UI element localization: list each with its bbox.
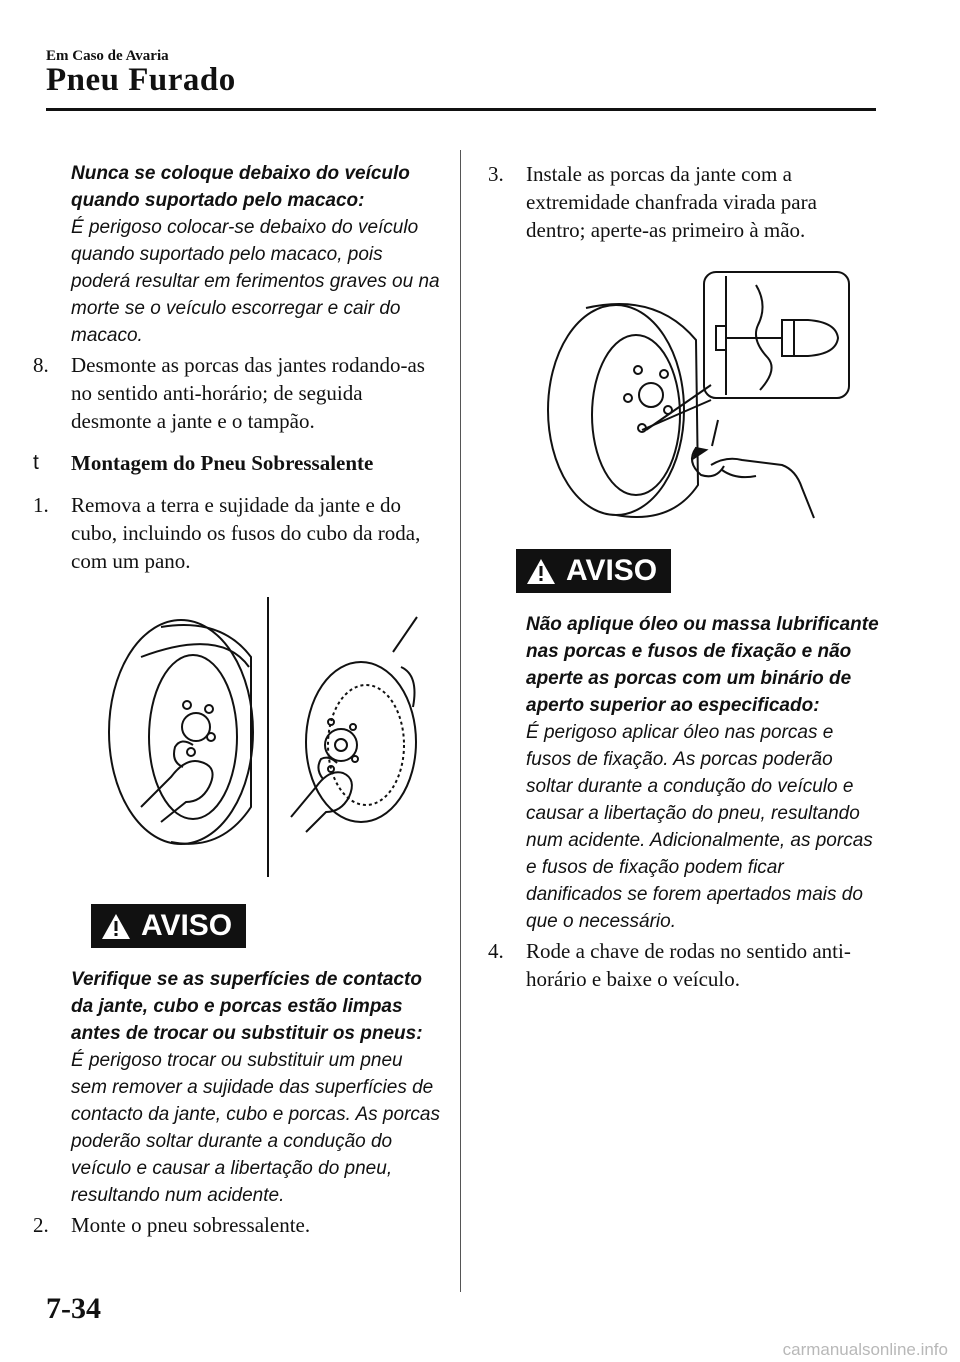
step-text: Rode a chave de rodas no sentido anti-horário e baixe o veículo. (526, 939, 851, 991)
step-number: 1. (33, 493, 49, 517)
subsection-heading (33, 449, 443, 477)
watermark-site: carmanualsonline.info (782, 1340, 948, 1359)
aviso-badge-right (516, 549, 880, 593)
step-text: Instale as porcas da jante com a extremidade chanfrada virada para dentro; aperte-as primeiro à mão. (526, 162, 817, 242)
warning-heading-oil: Não aplique óleo ou massa lubrificante nas porcas e fusos de fixação e não aperte as porcas com um binário de aperto superior ao especificado: (526, 614, 879, 716)
left-column (33, 160, 443, 1239)
step-text: Desmonte as porcas das jantes rodando-as no sentido anti-horário; de seguida desmonte a jante e o tampão. (71, 353, 425, 433)
page-title: Pneu Furado (46, 62, 236, 98)
aviso-label: AVISO (141, 909, 233, 942)
warning-triangle-icon (526, 558, 556, 585)
step-4 (488, 937, 880, 993)
step-number: 2. (33, 1213, 49, 1237)
step-1 (33, 491, 443, 575)
aviso-label: AVISO (566, 554, 658, 587)
wheel-cleaning-icon (101, 597, 421, 882)
page-number: 7-34 (46, 1292, 101, 1325)
warning-text-jack: É perigoso colocar-se debaixo do veículo quando suportado pelo macaco, pois poderá resultar em ferimentos graves ou na morte se o veículo escorregar e cair do macaco. (71, 217, 440, 346)
lug-nut-install-icon (546, 270, 856, 525)
step-text: Remova a terra e sujidade da jante e do cubo, incluindo os fusos do cubo da roda, com um pano. (71, 493, 421, 573)
right-column (488, 160, 880, 993)
step-2 (33, 1211, 443, 1239)
warning-heading-clean: Verifique se as superfícies de contacto da jante, cubo e porcas estão limpas antes de trocar ou substituir os pneus: (71, 969, 423, 1044)
step-3 (488, 160, 880, 244)
step-number: 3. (488, 162, 504, 186)
header-divider (46, 108, 876, 111)
step-number: 4. (488, 939, 504, 963)
aviso-badge (91, 904, 443, 948)
cleaning-illustration (101, 597, 443, 882)
warning-triangle-icon (101, 913, 131, 940)
step-text: Monte o pneu sobressalente. (71, 1213, 311, 1237)
column-divider (460, 150, 461, 1292)
step-number: 8. (33, 353, 49, 377)
section-marker-icon: t (33, 451, 39, 474)
warning-heading-jack: Nunca se coloque debaixo do veículo quando suportado pelo macaco: (71, 163, 410, 211)
section-label: Em Caso de Avaria (46, 48, 169, 64)
warning-text-clean: É perigoso trocar ou substituir um pneu sem remover a sujidade das superfícies de contacto da jante, cubo e porcas. As porcas poderão soltar durante a condução do veículo e causar a libertação do pneu, resultando num acidente. (71, 1050, 440, 1206)
warning-text-oil: É perigoso aplicar óleo nas porcas e fusos de fixação. As porcas poderão soltar durante a condução do veículo e causar a libertação do pneu, resultando num acidente. Adicionalmente, as porcas e fusos de fixação podem ficar danificados se forem apertados mais do que o necessário. (526, 722, 873, 932)
lug-nut-illustration (546, 270, 880, 525)
step-8 (33, 351, 443, 435)
subsection-title: Montagem do Pneu Sobressalente (71, 451, 374, 475)
